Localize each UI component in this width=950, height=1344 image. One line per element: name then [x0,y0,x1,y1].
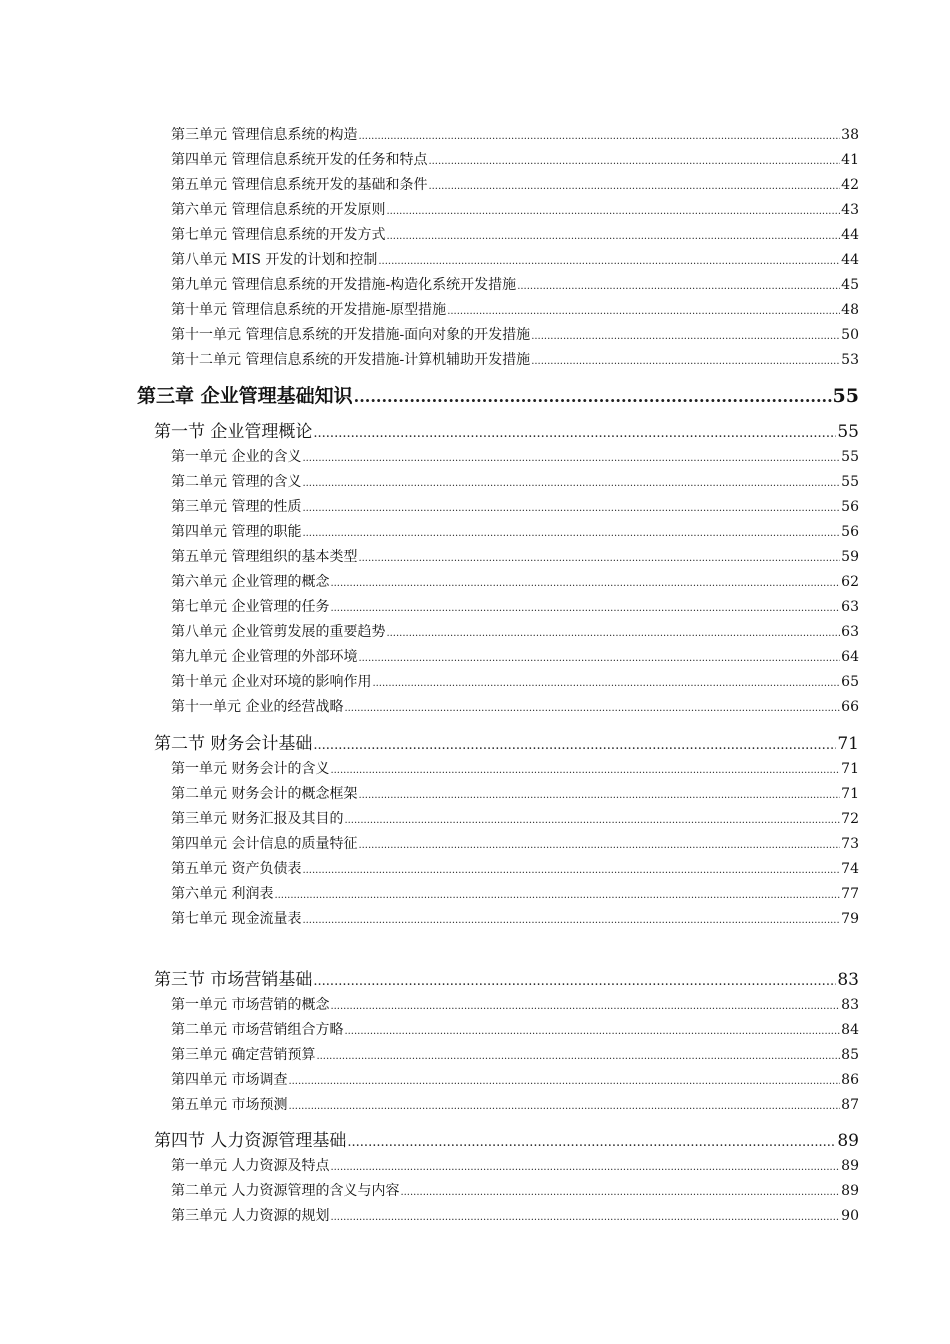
toc-entry-chapter[interactable] [137,382,859,410]
toc-entry-page-number: 53 [841,352,859,368]
toc-entry-title: 第五单元 管理组织的基本类型 [171,549,358,565]
toc-dot-leader [302,861,840,881]
toc-entry-page-number: 55 [832,385,859,407]
toc-entry-title: 第四单元 市场调查 [171,1072,288,1088]
toc-entry-page-number: 38 [841,127,859,143]
toc-entry-title: 第五单元 资产负债表 [171,861,302,877]
toc-entry-page-number: 42 [841,177,859,193]
toc-entry-title: 第三章 企业管理基础知识 [137,385,353,407]
toc-entry-page-number: 87 [841,1097,859,1113]
toc-entry-title: 第八单元 MIS 开发的计划和控制 [171,252,378,268]
toc-dot-leader [344,1022,840,1042]
toc-entry-section[interactable] [154,1129,859,1153]
toc-entry-unit[interactable] [171,1095,859,1115]
toc-entry-section[interactable] [154,732,859,756]
toc-entry-page-number: 45 [841,277,859,293]
toc-entry-title: 第八单元 企业管剪发展的重要趋势 [171,624,386,640]
toc-entry-unit[interactable] [171,647,859,667]
toc-entry-page-number: 55 [841,449,859,465]
toc-entry-unit[interactable] [171,884,859,904]
toc-entry-unit[interactable] [171,572,859,592]
toc-entry-title: 第五单元 管理信息系统开发的基础和条件 [171,177,428,193]
toc-dot-leader [358,649,840,669]
toc-dot-leader [330,1158,840,1178]
toc-dot-leader [302,449,840,469]
toc-entry-title: 第四单元 会计信息的质量特征 [171,836,358,852]
toc-entry-unit[interactable] [171,200,859,220]
toc-entry-title: 第一单元 财务会计的含义 [171,761,330,777]
toc-entry-title: 第一单元 市场营销的概念 [171,997,330,1013]
toc-entry-title: 第九单元 企业管理的外部环境 [171,649,358,665]
toc-entry-title: 第三单元 管理信息系统的构造 [171,127,358,143]
toc-entry-page-number: 73 [841,836,859,852]
toc-dot-leader [313,734,836,758]
toc-dot-leader [274,886,840,906]
toc-entry-page-number: 71 [841,786,859,802]
toc-entry-title: 第六单元 利润表 [171,886,274,902]
toc-dot-leader [330,997,840,1017]
toc-dot-leader [358,549,840,569]
toc-entry-title: 第三单元 确定营销预算 [171,1047,316,1063]
toc-entry-page-number: 71 [837,734,859,754]
toc-dot-leader [313,422,836,446]
toc-entry-page-number: 48 [841,302,859,318]
toc-entry-page-number: 89 [841,1183,859,1199]
toc-dot-leader [378,252,840,272]
toc-entry-page-number: 56 [841,499,859,515]
toc-dot-leader [386,624,840,644]
toc-entry-page-number: 55 [837,422,859,442]
toc-entry-unit[interactable] [171,1070,859,1090]
toc-dot-leader [313,970,836,994]
toc-entry-page-number: 83 [837,970,859,990]
toc-entry-page-number: 84 [841,1022,859,1038]
toc-entry-page-number: 64 [841,649,859,665]
toc-dot-leader [400,1183,840,1203]
toc-entry-unit[interactable] [171,909,859,929]
toc-entry-page-number: 90 [841,1208,859,1224]
toc-entry-page-number: 83 [841,997,859,1013]
toc-entry-title: 第十单元 企业对环境的影响作用 [171,674,372,690]
toc-entry-title: 第六单元 管理信息系统的开发原则 [171,202,386,218]
toc-dot-leader [302,524,840,544]
toc-entry-unit[interactable] [171,1206,859,1226]
toc-entry-unit[interactable] [171,995,859,1015]
toc-dot-leader [531,352,840,372]
toc-entry-page-number: 79 [841,911,859,927]
toc-dot-leader [302,474,840,494]
toc-entry-unit[interactable] [171,175,859,195]
toc-dot-leader [316,1047,840,1067]
toc-entry-page-number: 72 [841,811,859,827]
toc-dot-leader [354,383,832,411]
toc-entry-page-number: 74 [841,861,859,877]
toc-dot-leader [358,786,840,806]
toc-entry-section[interactable] [154,420,859,444]
toc-entry-title: 第四单元 管理信息系统开发的任务和特点 [171,152,428,168]
toc-dot-leader [288,1072,840,1092]
toc-entry-title: 第三单元 财务汇报及其目的 [171,811,344,827]
toc-entry-title: 第七单元 管理信息系统的开发方式 [171,227,386,243]
toc-entry-unit[interactable] [171,834,859,854]
toc-dot-leader [386,227,840,247]
toc-dot-leader [330,761,840,781]
toc-entry-page-number: 86 [841,1072,859,1088]
toc-dot-leader [428,152,840,172]
toc-entry-unit[interactable] [171,447,859,467]
toc-entry-unit[interactable] [171,1045,859,1065]
toc-entry-unit[interactable] [171,1181,859,1201]
toc-entry-page-number: 43 [841,202,859,218]
toc-entry-title: 第一单元 企业的含义 [171,449,302,465]
toc-entry-title: 第一节 企业管理概论 [154,422,313,442]
toc-dot-leader [447,302,840,322]
toc-entry-unit[interactable] [171,1156,859,1176]
toc-entry-title: 第三单元 管理的性质 [171,499,302,515]
toc-entry-title: 第二单元 管理的含义 [171,474,302,490]
toc-entry-title: 第十单元 管理信息系统的开发措施-原型措施 [171,302,447,318]
toc-entry-page-number: 66 [841,699,859,715]
toc-entry-title: 第二单元 财务会计的概念框架 [171,786,358,802]
toc-entry-title: 第二单元 人力资源管理的含义与内容 [171,1183,400,1199]
toc-dot-leader [330,574,840,594]
toc-entry-title: 第十一单元 企业的经营战略 [171,699,344,715]
toc-entry-title: 第五单元 市场预测 [171,1097,288,1113]
toc-dot-leader [302,499,840,519]
toc-entry-title: 第六单元 企业管理的概念 [171,574,330,590]
toc-entry-section[interactable] [154,968,859,992]
toc-entry-unit[interactable] [171,225,859,245]
toc-entry-page-number: 56 [841,524,859,540]
toc-entry-unit[interactable] [171,250,859,270]
toc-entry-page-number: 65 [841,674,859,690]
toc-entry-title: 第三单元 人力资源的规划 [171,1208,330,1224]
toc-entry-page-number: 50 [841,327,859,343]
toc-entry-page-number: 89 [837,1131,859,1151]
toc-entry-page-number: 63 [841,624,859,640]
toc-entry-unit[interactable] [171,597,859,617]
toc-entry-title: 第四单元 管理的职能 [171,524,302,540]
toc-entry-page-number: 44 [841,227,859,243]
toc-dot-leader [330,599,840,619]
toc-entry-page-number: 77 [841,886,859,902]
toc-entry-unit[interactable] [171,150,859,170]
toc-entry-unit[interactable] [171,522,859,542]
toc-entry-unit[interactable] [171,759,859,779]
toc-dot-leader [358,127,840,147]
toc-entry-unit[interactable] [171,275,859,295]
toc-dot-leader [344,811,840,831]
toc-entry-unit[interactable] [171,697,859,717]
toc-dot-leader [330,1208,840,1228]
toc-entry-unit[interactable] [171,1020,859,1040]
toc-entry-page-number: 62 [841,574,859,590]
toc-dot-leader [386,202,840,222]
toc-entry-title: 第三节 市场营销基础 [154,970,313,990]
toc-dot-leader [531,327,840,347]
toc-entry-title: 第二单元 市场营销组合方略 [171,1022,344,1038]
toc-entry-title: 第二节 财务会计基础 [154,734,313,754]
toc-entry-title: 第十二单元 管理信息系统的开发措施-计算机辅助开发措施 [171,352,531,368]
toc-dot-leader [344,699,840,719]
toc-entry-title: 第七单元 企业管理的任务 [171,599,330,615]
toc-entry-page-number: 85 [841,1047,859,1063]
toc-entry-unit[interactable] [171,809,859,829]
toc-entry-unit[interactable] [171,350,859,370]
toc-entry-title: 第一单元 人力资源及特点 [171,1158,330,1174]
toc-entry-unit[interactable] [171,622,859,642]
toc-dot-leader [302,911,840,931]
toc-entry-unit[interactable] [171,300,859,320]
toc-entry-title: 第十一单元 管理信息系统的开发措施-面向对象的开发措施 [171,327,531,343]
toc-entry-unit[interactable] [171,672,859,692]
toc-entry-page-number: 71 [841,761,859,777]
toc-entry-unit[interactable] [171,859,859,879]
toc-entry-title: 第七单元 现金流量表 [171,911,302,927]
toc-dot-leader [347,1131,836,1155]
toc-entry-title: 第九单元 管理信息系统的开发措施-构造化系统开发措施 [171,277,517,293]
toc-entry-unit[interactable] [171,497,859,517]
toc-entry-page-number: 41 [841,152,859,168]
toc-dot-leader [517,277,840,297]
toc-entry-unit[interactable] [171,472,859,492]
toc-dot-leader [288,1097,840,1117]
toc-dot-leader [428,177,840,197]
toc-entry-page-number: 44 [841,252,859,268]
toc-entry-unit[interactable] [171,125,859,145]
toc-entry-title: 第四节 人力资源管理基础 [154,1131,347,1151]
toc-entry-unit[interactable] [171,784,859,804]
toc-entry-page-number: 63 [841,599,859,615]
toc-dot-leader [372,674,840,694]
toc-entry-page-number: 55 [841,474,859,490]
toc-dot-leader [358,836,840,856]
toc-entry-unit[interactable] [171,325,859,345]
toc-entry-page-number: 59 [841,549,859,565]
toc-entry-page-number: 89 [841,1158,859,1174]
toc-entry-unit[interactable] [171,547,859,567]
